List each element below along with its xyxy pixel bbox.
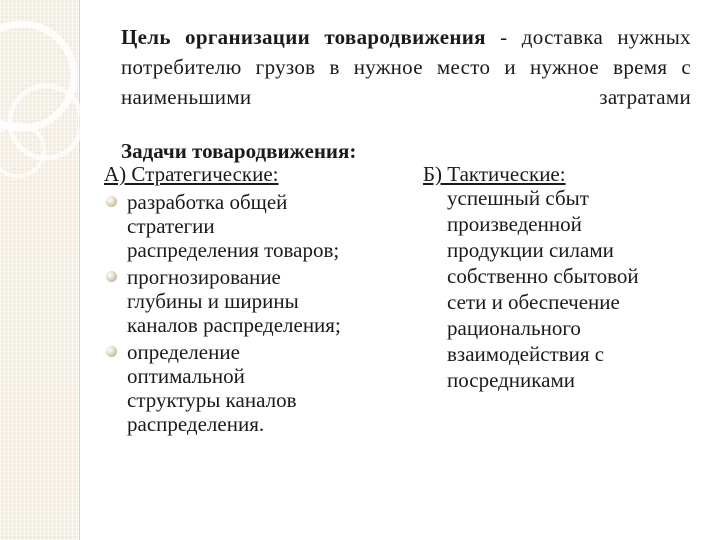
tactical-heading: Б) Тактические: [423,162,566,186]
tactical-line: рационального [447,316,581,340]
tactical-line: собственно сбытовой [447,264,639,288]
bullet-icon [106,346,117,357]
item-line: распределения. [127,412,265,436]
tactical-line: сети и обеспечение [447,290,620,314]
item-line: прогнозирование [127,265,281,289]
tactical-line: посредниками [447,368,576,392]
tasks-heading: Задачи товародвижения: [121,139,357,163]
goal-lead-bold: Цель организации товародвижения [121,25,486,49]
decorative-circles [0,0,80,540]
item-line: распределения товаров; [127,238,340,262]
item-line: структуры каналов [127,388,297,412]
tactical-line: взаимодействия с [447,342,605,366]
tactical-text [423,186,703,392]
strategic-heading: А) Стратегические: [104,162,279,186]
item-line: определение [127,340,240,364]
strategic-list-item [104,190,404,262]
bullet-icon [106,196,117,207]
item-line: разработка общей [127,190,288,214]
item-line: каналов распределения; [127,313,341,337]
goal-paragraph [121,22,691,112]
strategic-column [104,162,404,439]
tactical-line: успешный сбыт [447,186,589,210]
item-line: глубины и ширины [127,289,299,313]
strategic-list-item [104,265,404,337]
item-line: стратегии [127,214,215,238]
bullet-icon [106,271,117,282]
tactical-line: произведенной [447,212,582,236]
strategic-list-item [104,340,404,436]
strategic-list [104,190,404,436]
tactical-line: продукции силами [447,238,614,262]
goal-rest-text: - доставка нужных потребителю грузов в нужное место и нужное время с наименьшими затратами [121,25,691,109]
tactical-column [423,162,703,394]
item-line: оптимальной [127,364,245,388]
